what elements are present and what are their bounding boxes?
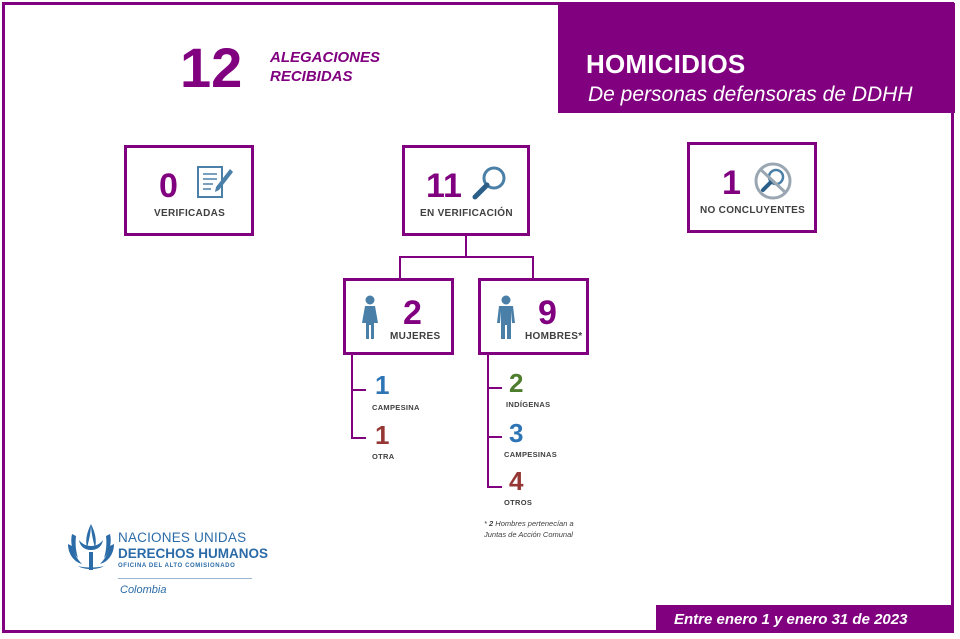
no-concluyentes-value: 1 — [722, 164, 741, 202]
hombres-breakdown-label: CAMPESINAS — [504, 450, 558, 459]
total-value: 12 — [180, 36, 243, 99]
magnifier-crossed-icon — [752, 161, 794, 201]
logo-line1: NACIONES UNIDAS — [118, 530, 247, 545]
mujeres-breakdown-tick — [351, 389, 366, 391]
total-label-line2: RECIBIDAS — [270, 68, 353, 85]
hombres-breakdown-value: 3 — [509, 418, 524, 448]
date-range-text: Entre enero 1 y enero 31 de 2023 — [674, 611, 908, 628]
no-concluyentes-label: NO CONCLUYENTES — [700, 205, 806, 216]
hombres-breakdown-tick — [487, 387, 502, 389]
mujeres-breakdown-tick — [351, 437, 366, 439]
mujeres-box — [343, 278, 454, 355]
total-label — [270, 48, 380, 86]
tree-connector — [532, 256, 534, 278]
hombres-value: 9 — [538, 294, 557, 332]
tree-connector — [399, 256, 534, 258]
verificadas-value: 0 — [159, 167, 178, 205]
header-banner — [558, 3, 955, 113]
logo-line4: Colombia — [120, 584, 167, 596]
hombres-label: HOMBRES* — [525, 331, 583, 342]
un-emblem-icon — [66, 520, 116, 576]
verificadas-box — [124, 145, 254, 236]
document-pencil-icon — [195, 164, 235, 200]
mujeres-breakdown-label: OTRA — [372, 452, 395, 461]
hombres-breakdown-tick — [487, 436, 502, 438]
mujeres-breakdown-label: CAMPESINA — [372, 403, 420, 412]
mujeres-breakdown-value: 1 — [375, 370, 390, 400]
footnote — [484, 518, 594, 540]
hombres-breakdown-value: 2 — [509, 368, 524, 398]
hombres-breakdown-label: OTROS — [504, 498, 533, 507]
mujeres-breakdown-line — [351, 355, 353, 438]
header-subtitle: De personas defensoras de DDHH — [588, 83, 913, 106]
mujeres-value: 2 — [403, 294, 422, 332]
magnifier-icon — [471, 164, 509, 202]
hombres-breakdown-label: INDÍGENAS — [506, 400, 551, 409]
mujeres-label: MUJERES — [390, 331, 441, 342]
verificadas-label: VERIFICADAS — [154, 208, 226, 219]
hombres-box — [478, 278, 589, 355]
hombres-breakdown-value: 4 — [509, 466, 524, 496]
footnote-prefix: * — [484, 519, 490, 528]
woman-icon — [360, 295, 380, 341]
en-verificacion-label: EN VERIFICACIÓN — [420, 208, 513, 219]
header-title: HOMICIDIOS — [586, 49, 746, 79]
footnote-bold: 2 — [489, 519, 494, 528]
hombres-breakdown-tick — [487, 486, 502, 488]
no-concluyentes-box — [687, 142, 817, 233]
logo-divider — [118, 578, 252, 579]
mujeres-breakdown-value: 1 — [375, 420, 390, 450]
footnote-text: Hombres pertenecían a Juntas de Acción Comunal — [484, 519, 574, 539]
hombres-breakdown-line — [487, 355, 489, 488]
tree-connector — [399, 256, 401, 278]
total-label-line1: ALEGACIONES — [270, 49, 381, 66]
en-verificacion-value: 11 — [426, 167, 462, 205]
tree-connector — [465, 236, 467, 257]
man-icon — [495, 295, 517, 341]
en-verificacion-box — [402, 145, 530, 236]
logo-line2: DERECHOS HUMANOS — [118, 546, 269, 561]
date-range-banner — [656, 605, 954, 633]
logo-line3: OFICINA DEL ALTO COMISIONADO — [118, 563, 236, 569]
